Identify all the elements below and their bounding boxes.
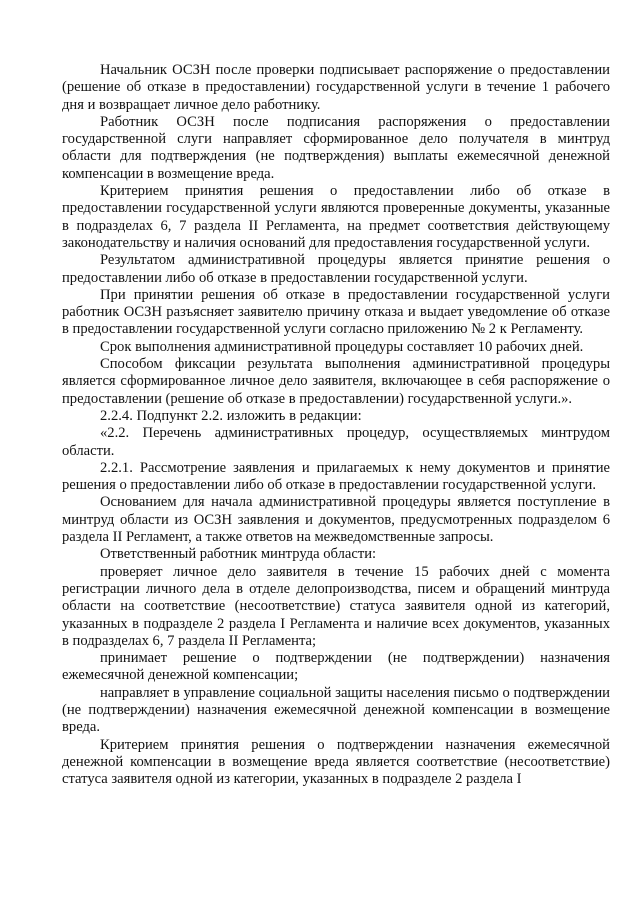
paragraph-responsible-worker: Ответственный работник минтруда области:: [100, 546, 377, 563]
paragraph-section-2-2-1: 2.2.1. Рассмотрение заявления и прилагаемых к нему документов и принятие решения о предоставлении либо об отказе в предоставлении государственной услуги.: [62, 459, 610, 494]
paragraph-decision-criterion: Критерием принятия решения о предоставлении либо об отказе в предоставлении государственной услуги являются проверенные документы, указанные в подразделах 6, 7 раздела II Регламента, на предмет соответствия действующему законодательству и наличия оснований для предоставления государственной услуги.: [62, 183, 610, 251]
paragraph-worker-sends-case: Работник ОСЗН после подписания распоряжения о предоставлении государственной слуги направляет сформированное дело получателя в минтруд области для подтверждения (не подтверждения) выплаты ежемесячной денежной компенсации в возмещение вреда.: [62, 113, 610, 182]
paragraph-procedure-basis: Основанием для начала административной процедуры является поступление в минтруд области из ОСЗН заявления и документов, предусмотренных подразделом 6 раздела II Регламент, а также ответов на межведомственные запросы.: [62, 494, 610, 546]
paragraph-result-fixation: Способом фиксации результата выполнения административной процедуры является сформированное личное дело заявителя, включающее в себя распоряжение о предоставлении (решение об отказе в предоставлении) государственной услуги.».: [62, 356, 610, 407]
paragraph-chief-signs-order: Начальник ОСЗН после проверки подписывает распоряжение о предоставлении (решение об отказе в предоставлении) государственной услуги в течение 1 рабочего дня и возвращает личное дело работнику.: [62, 62, 610, 113]
paragraph-procedure-result: Результатом административной процедуры является принятие решения о предоставлении либо об отказе в предоставлении государственной услуги.: [62, 252, 610, 286]
paragraph-section-2-2: «2.2. Перечень административных процедур, осуществляемых минтрудом области.: [62, 425, 610, 459]
paragraph-sends-letter: направляет в управление социальной защиты населения письмо о подтверждении (не подтверждении) назначения ежемесячной денежной компенсации в возмещение вреда.: [62, 684, 610, 736]
paragraph-procedure-term: Срок выполнения административной процедуры составляет 10 рабочих дней.: [100, 338, 584, 355]
paragraph-checks-case: проверяет личное дело заявителя в течение 15 рабочих дней с момента регистрации личного дела в отделе делопроизводства, писем и обращений минтруда области на соответствие (несоответствие) статуса заявителя одной из категорий, указанных в подразделе 2 раздела I Регламента и наличие всех документов, указанных в подразделах 6, 7 раздела II Регламента;: [62, 563, 610, 649]
paragraph-makes-decision: принимает решение о подтверждении (не подтверждении) назначения ежемесячной денежной компенсации;: [62, 650, 610, 684]
document-page: [62, 62, 610, 788]
paragraph-confirmation-criterion: Критерием принятия решения о подтверждении назначения ежемесячной денежной компенсации в возмещение вреда является соответствие (несоответствие) статуса заявителя одной из категории, указанных в подразделе 2 раздела I: [62, 736, 610, 788]
paragraph-refusal-notice: При принятии решения об отказе в предоставлении государственной услуги работник ОСЗН разъясняет заявителю причину отказа и выдает уведомление об отказе в предоставлении государственной услуги согласно приложению № 2 к Регламенту.: [62, 286, 610, 338]
paragraph-subclause-2-2-4: 2.2.4. Подпункт 2.2. изложить в редакции:: [100, 407, 362, 424]
